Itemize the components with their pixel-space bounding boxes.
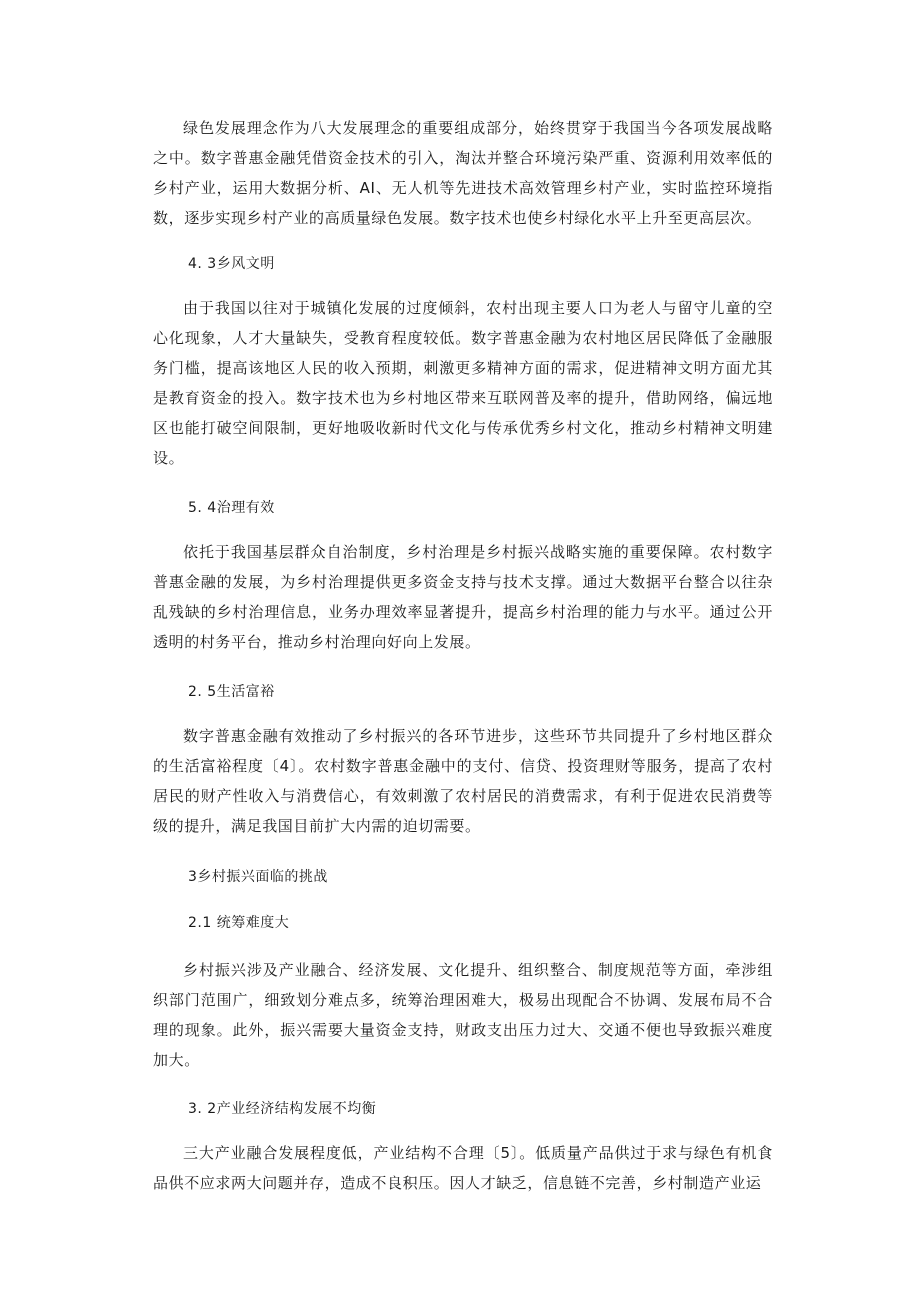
heading-industry-structure: 3. 2产业经济结构发展不均衡: [188, 1101, 377, 1117]
paragraph-civility: 由于我国以往对于城镇化发展的过度倾斜，农村出现主要人口为老人与留守儿童的空心化现象，人才大量缺失，受教育程度较低。数字普惠金融为农村地区居民降低了金融服务门槛，提高该地区人民的收入预期，刺激更多精神方面的需求，促进精神文明方面尤其是教育资金的投入。数字技术也为乡村地区带来互联网普及率的提升，借助网络，偏远地区也能打破空间限制，更好地吸收新时代文化与传承优秀乡村文化，推动乡村精神文明建设。: [153, 299, 773, 467]
heading-civility: 4. 3乡风文明: [188, 256, 275, 272]
heading-governance: 5. 4治理有效: [188, 500, 275, 516]
paragraph-coordination: 乡村振兴涉及产业融合、经济发展、文化提升、组织整合、制度规范等方面，牵涉组织部门范围广，细致划分难点多，统筹治理困难大，极易出现配合不协调、发展布局不合理的现象。此外，振兴需要大量资金支持，财政支出压力过大、交通不便也导致振兴难度加大。: [153, 961, 773, 1069]
heading-challenges: 3乡村振兴面临的挑战: [188, 869, 328, 885]
heading-coordination: 2.1 统筹难度大: [188, 915, 290, 931]
paragraph-governance: 依托于我国基层群众自治制度，乡村治理是乡村振兴战略实施的重要保障。农村数字普惠金融的发展，为乡村治理提供更多资金支持与技术支撑。通过大数据平台整合以往杂乱残缺的乡村治理信息，业务办理效率显著提升，提高乡村治理的能力与水平。通过公开透明的村务平台，推动乡村治理向好向上发展。: [153, 543, 773, 651]
paragraph-industry-structure: 三大产业融合发展程度低，产业结构不合理〔5〕。低质量产品供过于求与绿色有机食品供不应求两大问题并存，造成不良积压。因人才缺乏，信息链不完善，乡村制造产业运: [153, 1144, 773, 1192]
heading-prosperity: 2. 5生活富裕: [188, 684, 275, 700]
paragraph-prosperity: 数字普惠金融有效推动了乡村振兴的各环节进步，这些环节共同提升了乡村地区群众的生活富裕程度〔4〕。农村数字普惠金融中的支付、信贷、投资理财等服务，提高了农村居民的财产性收入与消费信心，有效刺激了农村居民的消费需求，有利于促进农民消费等级的提升，满足我国目前扩大内需的迫切需要。: [153, 727, 773, 835]
paragraph-green-development: 绿色发展理念作为八大发展理念的重要组成部分，始终贯穿于我国当今各项发展战略之中。数字普惠金融凭借资金技术的引入，淘汰并整合环境污染严重、资源利用效率低的乡村产业，运用大数据分析、AI、无人机等先进技术高效管理乡村产业，实时监控环境指数，逐步实现乡村产业的高质量绿色发展。数字技术也使乡村绿化水平上升至更高层次。: [153, 119, 773, 227]
